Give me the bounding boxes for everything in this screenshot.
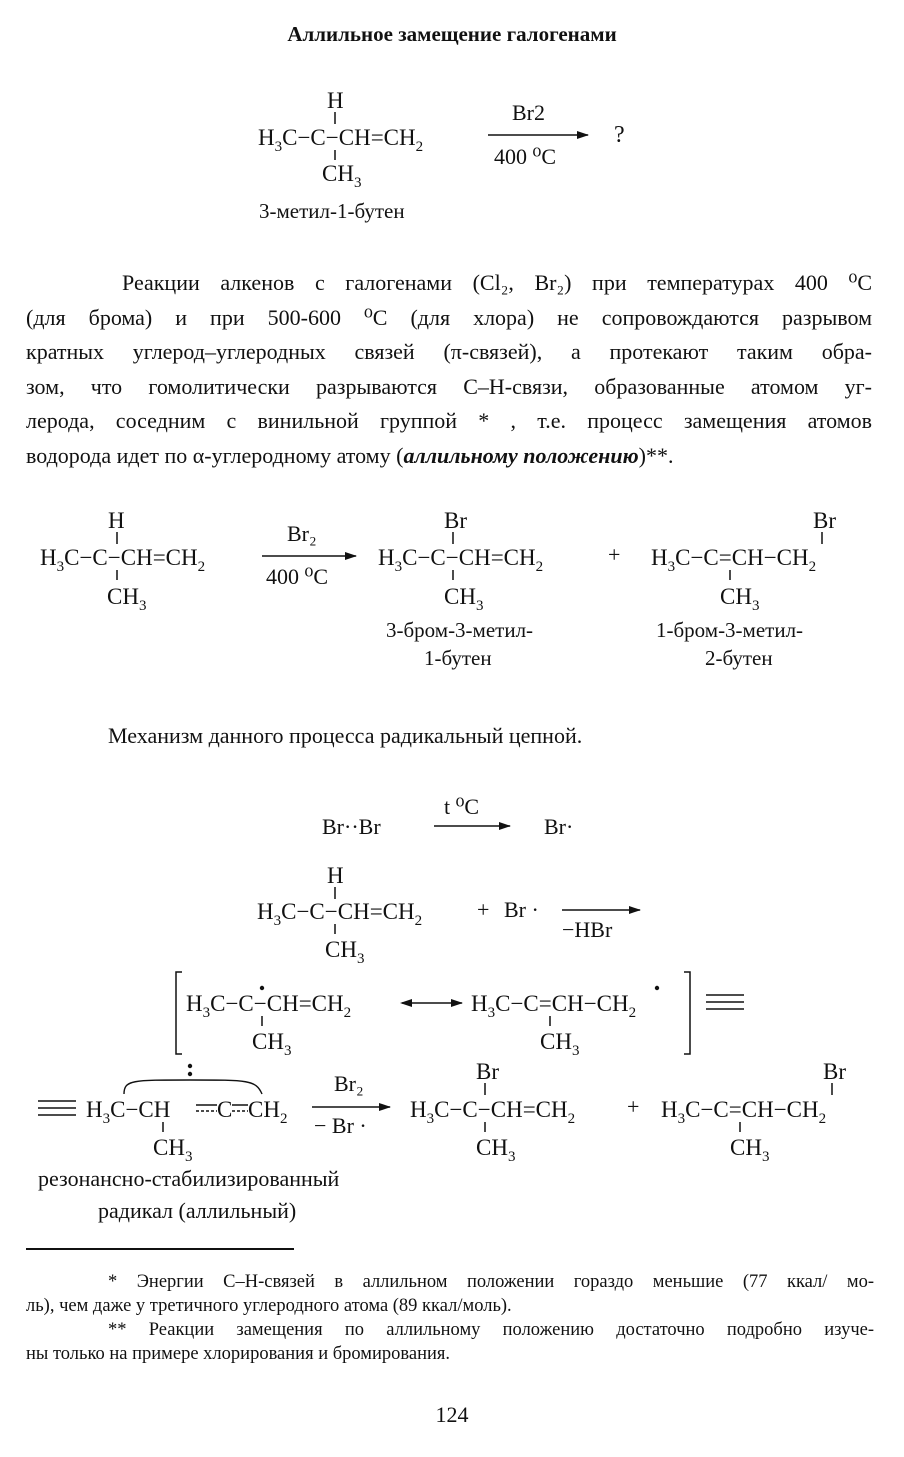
- paragraph-emphasis: аллильному положению: [403, 442, 639, 468]
- step2-reagent: Br ·: [504, 897, 539, 922]
- svg-text:CH3: $CH_3$: [107, 584, 147, 614]
- svg-text:CH3: $CH_3$: [322, 161, 362, 191]
- scheme1-reactant: [258, 88, 423, 191]
- resonance-structure-2: [471, 986, 659, 1059]
- paragraph-last-before: водорода идет по α-углеродному атому (: [26, 442, 404, 468]
- svg-text:H3C−C−CH=CH2: $H_3C-C-CH=CH_2$: [186, 991, 352, 1021]
- svg-text:Br: Br: [476, 1059, 499, 1084]
- svg-text:H: H: [108, 508, 125, 533]
- product1-name-line1: 3-бром-3-метил-: [386, 618, 534, 642]
- paragraph-line: Реакции алкенов с галогенами (Cl₂, Br₂) при температурах 400 ⁰С: [122, 270, 872, 295]
- page-number: 124: [435, 1402, 469, 1427]
- svg-text:H: H: [327, 863, 344, 888]
- equivalence-sign-2: [38, 1101, 76, 1115]
- svg-text:H3C−C=CH−CH2: $H_3C-C=CH-CH_2$: [661, 1097, 827, 1127]
- scheme1-conditions: 400 ⁰С: [494, 144, 556, 169]
- svg-text:CH3: $CH_3$: [476, 1135, 516, 1165]
- radical-label-line1: резонансно-стабилизированный: [38, 1166, 340, 1191]
- paragraph-last-line: [26, 439, 872, 474]
- product2-name-line2: 2-бутен: [705, 646, 773, 670]
- step4-reagent: Br₂: [334, 1071, 364, 1096]
- initiation-conditions: t ⁰С: [444, 794, 480, 819]
- svg-text:H3C−C=CH−CH2: $H_3C-C=CH-CH_2$: [471, 991, 637, 1021]
- svg-text:CH3: $CH_3$: [720, 584, 760, 614]
- scheme2-conditions: 400 ⁰С: [266, 564, 328, 589]
- svg-text:H3C−C−CH=CH2: $H_3C-C-CH=CH_2$: [378, 545, 544, 575]
- paragraph-line: лерода, соседним с винильной группой * , т.е. процесс замещения атомов: [26, 408, 872, 433]
- resonance-structure-1: [186, 986, 351, 1059]
- svg-text:CH3: $CH_3$: [325, 937, 365, 967]
- svg-text:C: C: [217, 1097, 233, 1122]
- footnote-line: ль), чем даже у третичного углеродного атома (89 ккал/моль).: [26, 1296, 512, 1316]
- initiation-left: Br··Br: [322, 814, 381, 839]
- radical-label-line2: радикал (аллильный): [98, 1198, 297, 1223]
- footnote-line: ны только на примере хлорирования и бромирования.: [26, 1344, 451, 1364]
- svg-text:CH3: $CH_3$: [730, 1135, 770, 1165]
- svg-text:H3C−C−CH=CH2: $H_3C-C-CH=CH_2$: [258, 125, 424, 155]
- scheme1-reactant-name: 3-метил-1-бутен: [259, 199, 405, 223]
- scheme2-reactant: [40, 508, 205, 614]
- body-paragraph: [26, 266, 872, 473]
- svg-text:Br: Br: [823, 1059, 846, 1084]
- product2-name-line1: 1-бром-3-метил-: [656, 618, 804, 642]
- resonance-arrow: [400, 999, 462, 1007]
- scheme2-reagent: Br₂: [287, 521, 317, 546]
- svg-text:CH2: $CH_2$: [248, 1097, 288, 1127]
- step2-byproduct: −HBr: [562, 917, 613, 942]
- svg-text:Br: Br: [444, 508, 467, 533]
- final-product-2: [661, 1059, 846, 1165]
- final-plus: +: [627, 1094, 640, 1119]
- final-product-1: [410, 1059, 575, 1165]
- step2-substrate: [257, 863, 422, 967]
- scheme2-product2: [651, 508, 836, 614]
- scheme2-product1: [378, 508, 543, 614]
- svg-text:CH3: $CH_3$: [252, 1029, 292, 1059]
- svg-text:H3C−C−CH=CH2: $H_3C-C-CH=CH_2$: [40, 545, 206, 575]
- svg-text:H3C−C−CH=CH2: $H_3C-C-CH=CH_2$: [257, 899, 423, 929]
- svg-text:Br: Br: [813, 508, 836, 533]
- paragraph-last-after: )**.: [638, 442, 674, 468]
- svg-text:H3C−C=CH−CH2: $H_3C-C=CH-CH_2$: [651, 545, 817, 575]
- scheme1-reagent: Br2: [512, 100, 545, 125]
- svg-text:H3C−C−CH=CH2: $H_3C-C-CH=CH_2$: [410, 1097, 576, 1127]
- equivalence-sign-1: [706, 995, 744, 1009]
- footnote-divider: [26, 1248, 294, 1250]
- paragraph-line: (для брома) и при 500-600 ⁰С (для хлора) не сопровождаются разрывом: [26, 304, 872, 330]
- paragraph-line: кратных углерод–углеродных связей (π-связей), а протекают таким обра-: [26, 339, 872, 364]
- allyl-radical: [86, 1064, 287, 1165]
- svg-text:H3C−CH: $H_3C-CH$: [86, 1097, 171, 1127]
- section-title: Аллильное замещение галогенами: [287, 22, 617, 46]
- paragraph-line: зом, что гомолитически разрываются С–Н-связи, образованные атомом уг-: [26, 373, 872, 399]
- svg-text:CH3: $CH_3$: [153, 1135, 193, 1165]
- product1-name-line2: 1-бутен: [424, 646, 492, 670]
- step4-byproduct: − Br ·: [314, 1113, 367, 1138]
- mechanism-intro: Механизм данного процесса радикальный цепной.: [108, 723, 583, 748]
- initiation-right: Br·: [544, 814, 574, 839]
- footnote-2: [26, 1318, 874, 1366]
- footnote-line: * Энергии С–Н-связей в аллильном положении гораздо меньшие (77 ккал/ мо-: [108, 1272, 874, 1292]
- svg-text:H: H: [327, 88, 344, 113]
- scheme1-product: ?: [614, 122, 625, 148]
- step2-plus: +: [477, 897, 490, 922]
- svg-text:CH3: $CH_3$: [444, 584, 484, 614]
- footnote-1: [26, 1270, 874, 1318]
- svg-text:CH3: $CH_3$: [540, 1029, 580, 1059]
- footnote-line: ** Реакции замещения по аллильному положению достаточно подробно изуче-: [108, 1320, 874, 1340]
- scheme2-plus: +: [608, 542, 621, 567]
